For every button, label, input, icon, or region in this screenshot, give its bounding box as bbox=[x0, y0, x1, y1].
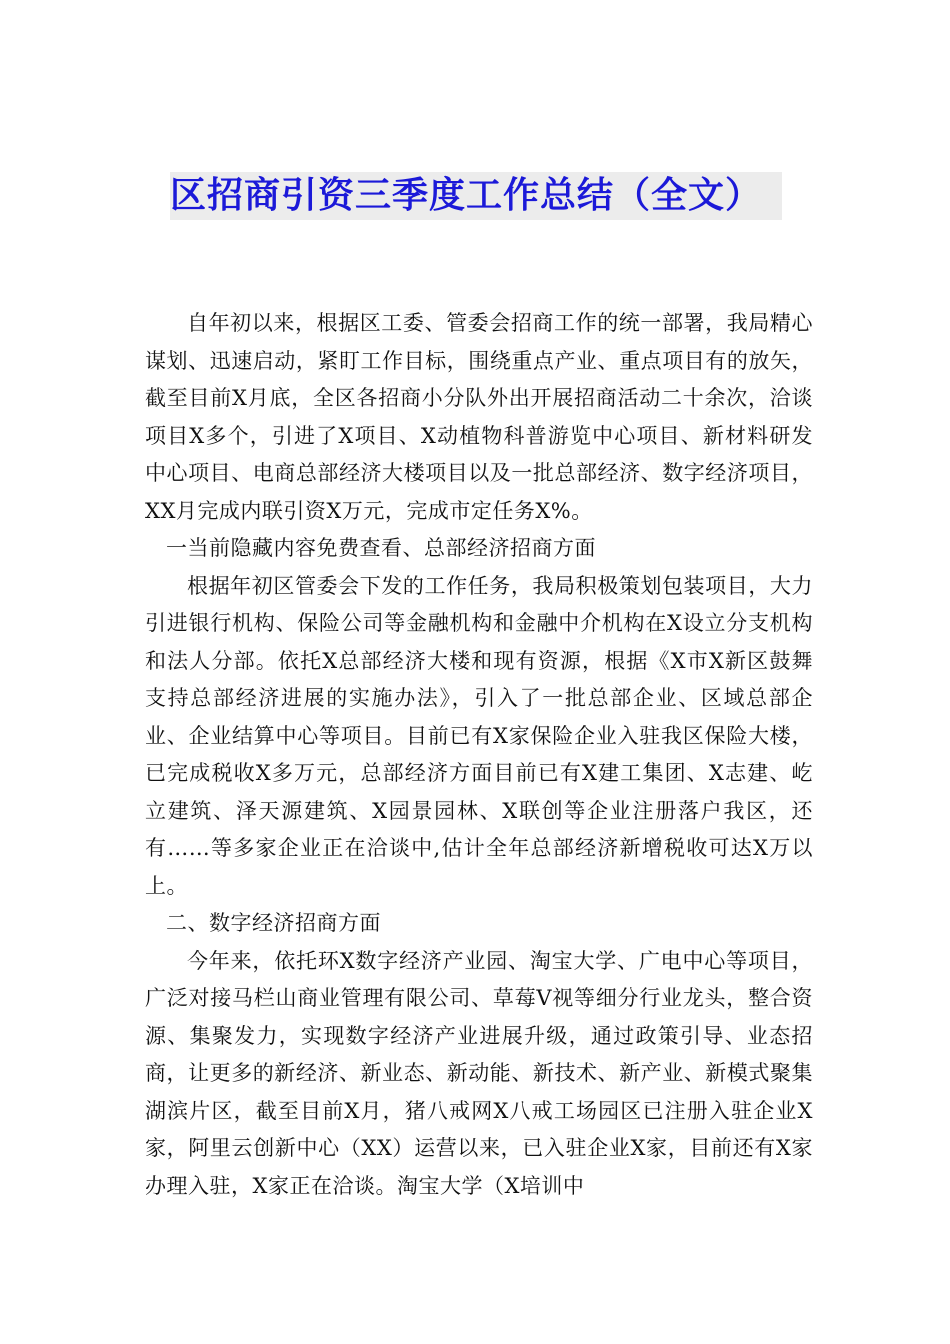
section-heading-headquarters: 一当前隐藏内容免费查看、总部经济招商方面 bbox=[166, 536, 596, 560]
paragraph-digital: 今年来，依托环X数字经济产业园、淘宝大学、广电中心等项目，广泛对接马栏山商业管理有限公司、草莓V视等细分行业龙头，整合资源、集聚发力，实现数字经济产业进展升级，通过政策引导、业态招商，让更多的新经济、新业态、新动能、新技术、新产业、新模式聚集湖滨片区，截至目前X月，猪八戒网X八戒工场园区已注册入驻企业X家，阿里云创新中心（XX）运营以来，已入驻企业X家，目前还有X家办理入驻，X家正在洽谈。淘宝大学（X培训中 bbox=[145, 948, 813, 1198]
paragraph-intro: 自年初以来，根据区工委、管委会招商工作的统一部署，我局精心谋划、迅速启动，紧盯工作目标，围绕重点产业、重点项目有的放矢，截至目前X月底，全区各招商小分队外出开展招商活动二十余次，洽谈项目X多个，引进了X项目、X动植物科普游览中心项目、新材料研发中心项目、电商总部经济大楼项目以及一批总部经济、数字经济项目，XX月完成内联引资X万元，完成市定任务X%。 bbox=[145, 311, 813, 523]
paragraph-headquarters: 根据年初区管委会下发的工作任务，我局积极策划包装项目，大力引进银行机构、保险公司等金融机构和金融中介机构在X设立分支机构和法人分部。依托X总部经济大楼和现有资源，根据《X市X新区鼓舞支持总部经济进展的实施办法》，引入了一批总部企业、区域总部企业、企业结算中心等项目。目前已有X家保险企业入驻我区保险大楼，已完成税收X多万元，总部经济方面目前已有X建工集团、X志建、屹立建筑、泽天源建筑、X园景园林、X联创等企业注册落户我区，还有……等多家企业正在洽谈中,估计全年总部经济新增税收可达X万以上。 bbox=[145, 573, 813, 898]
section-heading-digital: 二、数字经济招商方面 bbox=[166, 911, 381, 935]
document-body bbox=[145, 305, 813, 1205]
document-title: 区招商引资三季度工作总结（全文） bbox=[170, 172, 782, 220]
